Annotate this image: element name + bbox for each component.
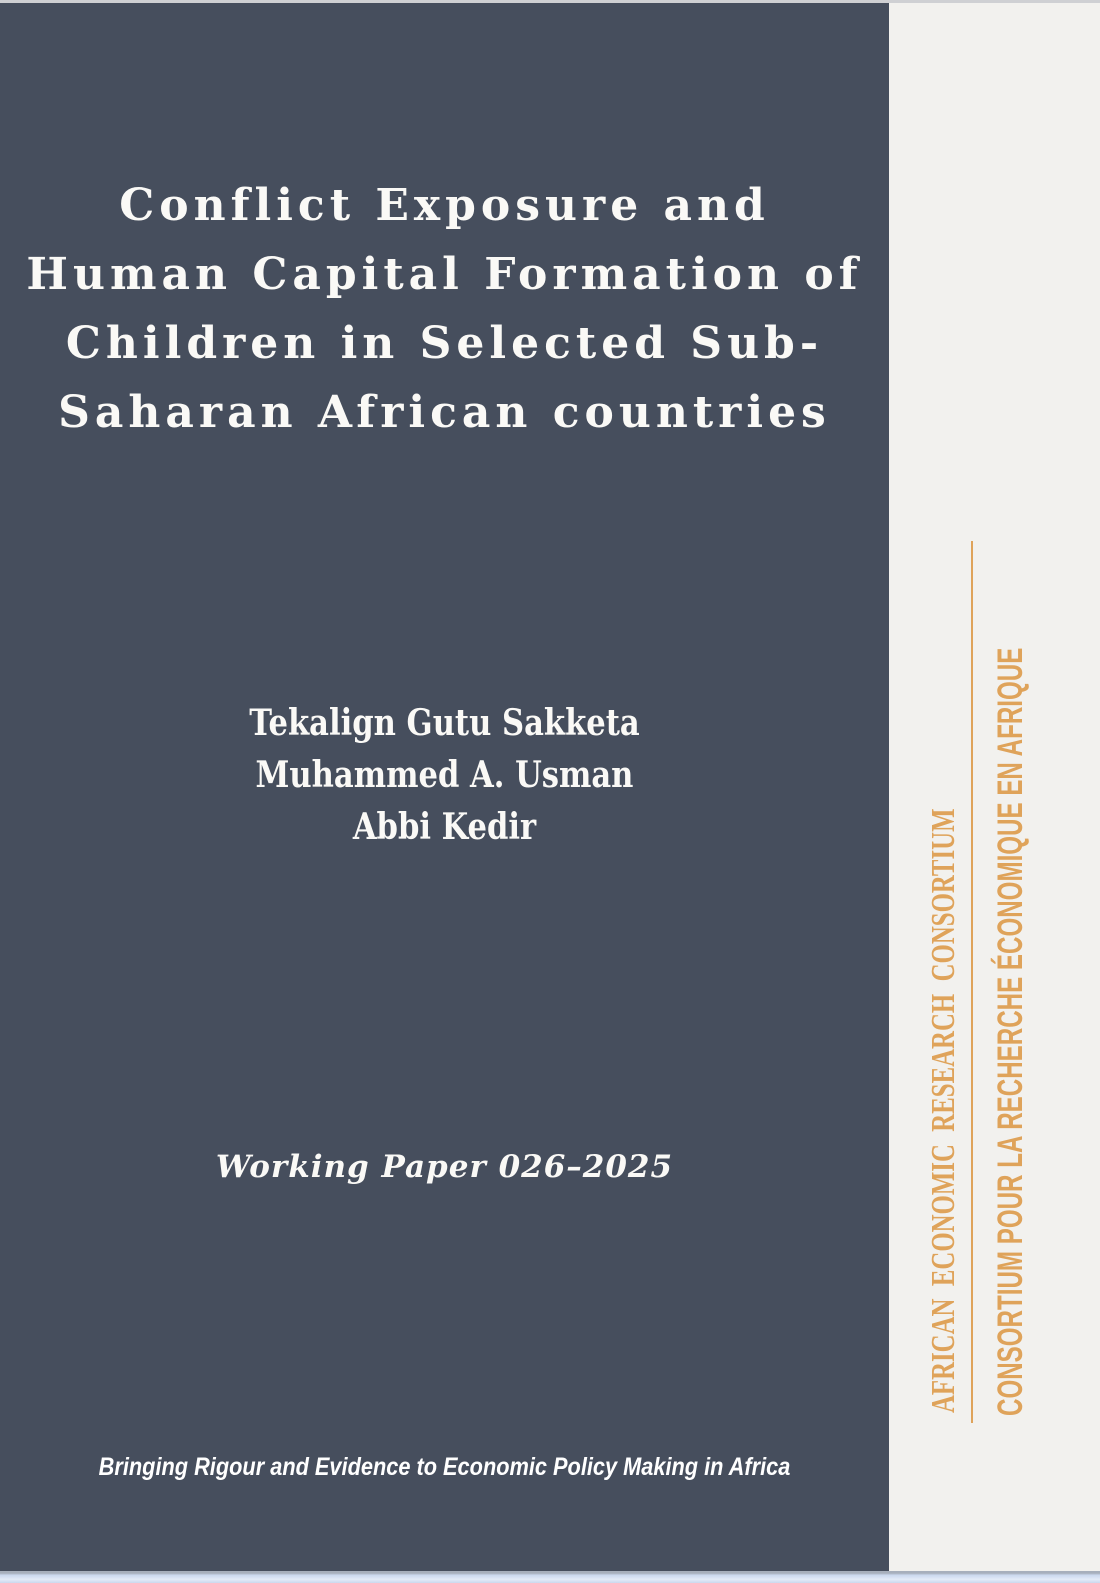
paper-title-line: Human Capital Formation of bbox=[26, 249, 863, 300]
tagline: Bringing Rigour and Evidence to Economic Policy Making in Africa bbox=[98, 1453, 791, 1481]
paper-title bbox=[0, 171, 889, 447]
author-name: Muhammed A. Usman bbox=[255, 754, 634, 796]
author-name: Tekalign Gutu Sakketa bbox=[249, 702, 640, 744]
paper-title-line: Saharan African countries bbox=[58, 387, 831, 438]
paper-title-line: Children in Selected Sub- bbox=[65, 318, 824, 369]
org-name-english-vertical: AFRICAN ECONOMIC RESEARCH CONSORTIUM bbox=[925, 808, 962, 1413]
footer-bar bbox=[0, 1571, 1100, 1583]
paper-title-line: Conflict Exposure and bbox=[119, 180, 770, 231]
org-name-french-vertical: CONSORTIUM POUR LA RECHERCHE ÉCONOMIQUE EN AFRIQUE bbox=[991, 647, 1030, 1416]
author-list bbox=[67, 697, 823, 853]
author-name: Abbi Kedir bbox=[352, 806, 537, 848]
cover-main-panel bbox=[0, 3, 889, 1571]
sidebar-divider-line bbox=[971, 541, 973, 1423]
working-paper-number: Working Paper 026–2025 bbox=[215, 1149, 674, 1185]
